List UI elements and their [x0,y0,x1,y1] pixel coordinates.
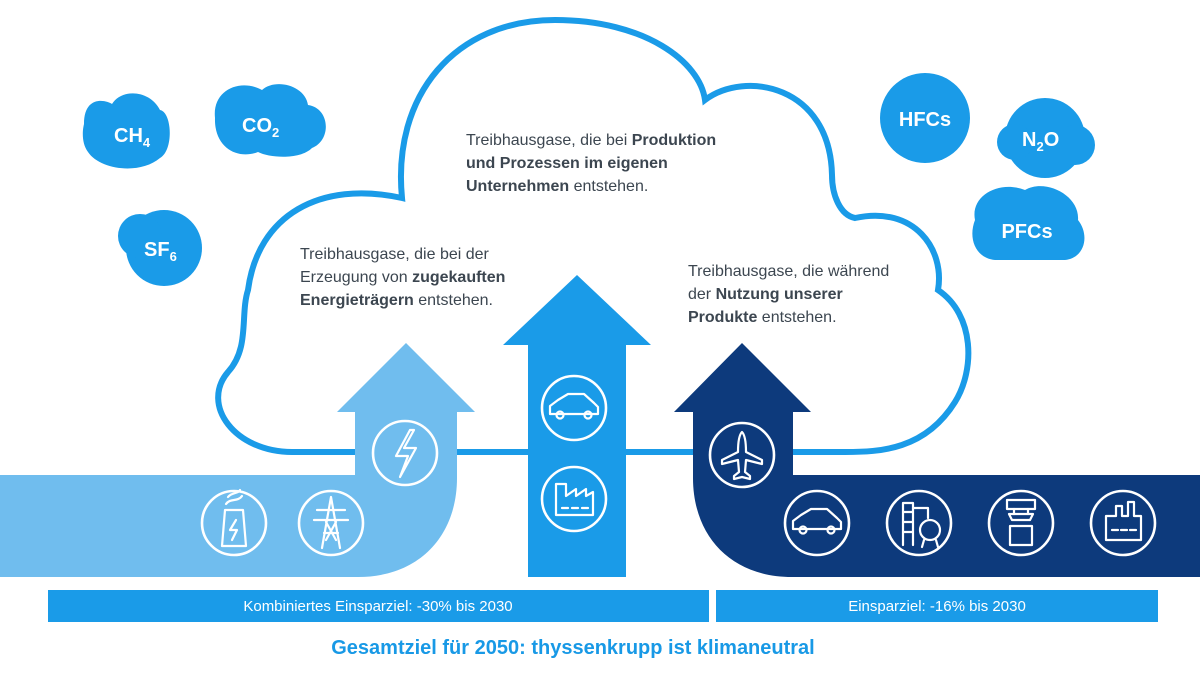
svg-text:Treibhausgase, die bei Produkt: Treibhausgase, die bei Produktion [466,132,717,149]
scope3-target-bar [716,590,1158,622]
gas-bubble-n2o [997,98,1095,178]
gas-bubble-sf6 [118,210,202,286]
scope3-target-label: Einsparziel: -16% bis 2030 [848,598,1026,615]
svg-text:Energieträgern entstehen.: Energieträgern entstehen. [300,292,493,309]
gas-label-n2o: $N_2O$ [1022,129,1060,154]
svg-text:Erzeugung von zugekauften: Erzeugung von zugekauften [300,269,506,286]
gas-bubble-ch4 [83,93,170,168]
combined-target-bar [48,590,709,622]
svg-text:und Prozessen im eigenen: und Prozessen im eigenen [466,155,668,172]
gas-label-pfcs: PFCs [1001,221,1053,243]
overall-goal-text: Gesamtziel für 2050: thyssenkrupp ist klimaneutral [331,637,815,659]
gas-label-hfcs: HFCs [898,109,952,131]
svg-text:Treibhausgase, die bei der: Treibhausgase, die bei der [300,246,489,263]
gas-label-sf6: $SF_6$ [144,239,177,264]
gas-label-co2: $CO_2$ [242,115,280,140]
combined-target-label: Kombiniertes Einsparziel: -30% bis 2030 [243,598,513,615]
gas-bubble-co2 [215,84,326,157]
svg-text:Produkte entstehen.: Produkte entstehen. [688,309,837,326]
scope2-description [300,246,505,309]
gas-label-ch4: $CH_4$ [114,125,151,150]
svg-text:der Nutzung unserer: der Nutzung unserer [688,286,843,303]
svg-text:Unternehmen entstehen.: Unternehmen entstehen. [466,178,649,195]
gas-bubble-hfcs [880,73,970,163]
svg-text:Treibhausgase, die während: Treibhausgase, die während [688,263,890,280]
gas-bubble-pfcs [972,186,1084,260]
